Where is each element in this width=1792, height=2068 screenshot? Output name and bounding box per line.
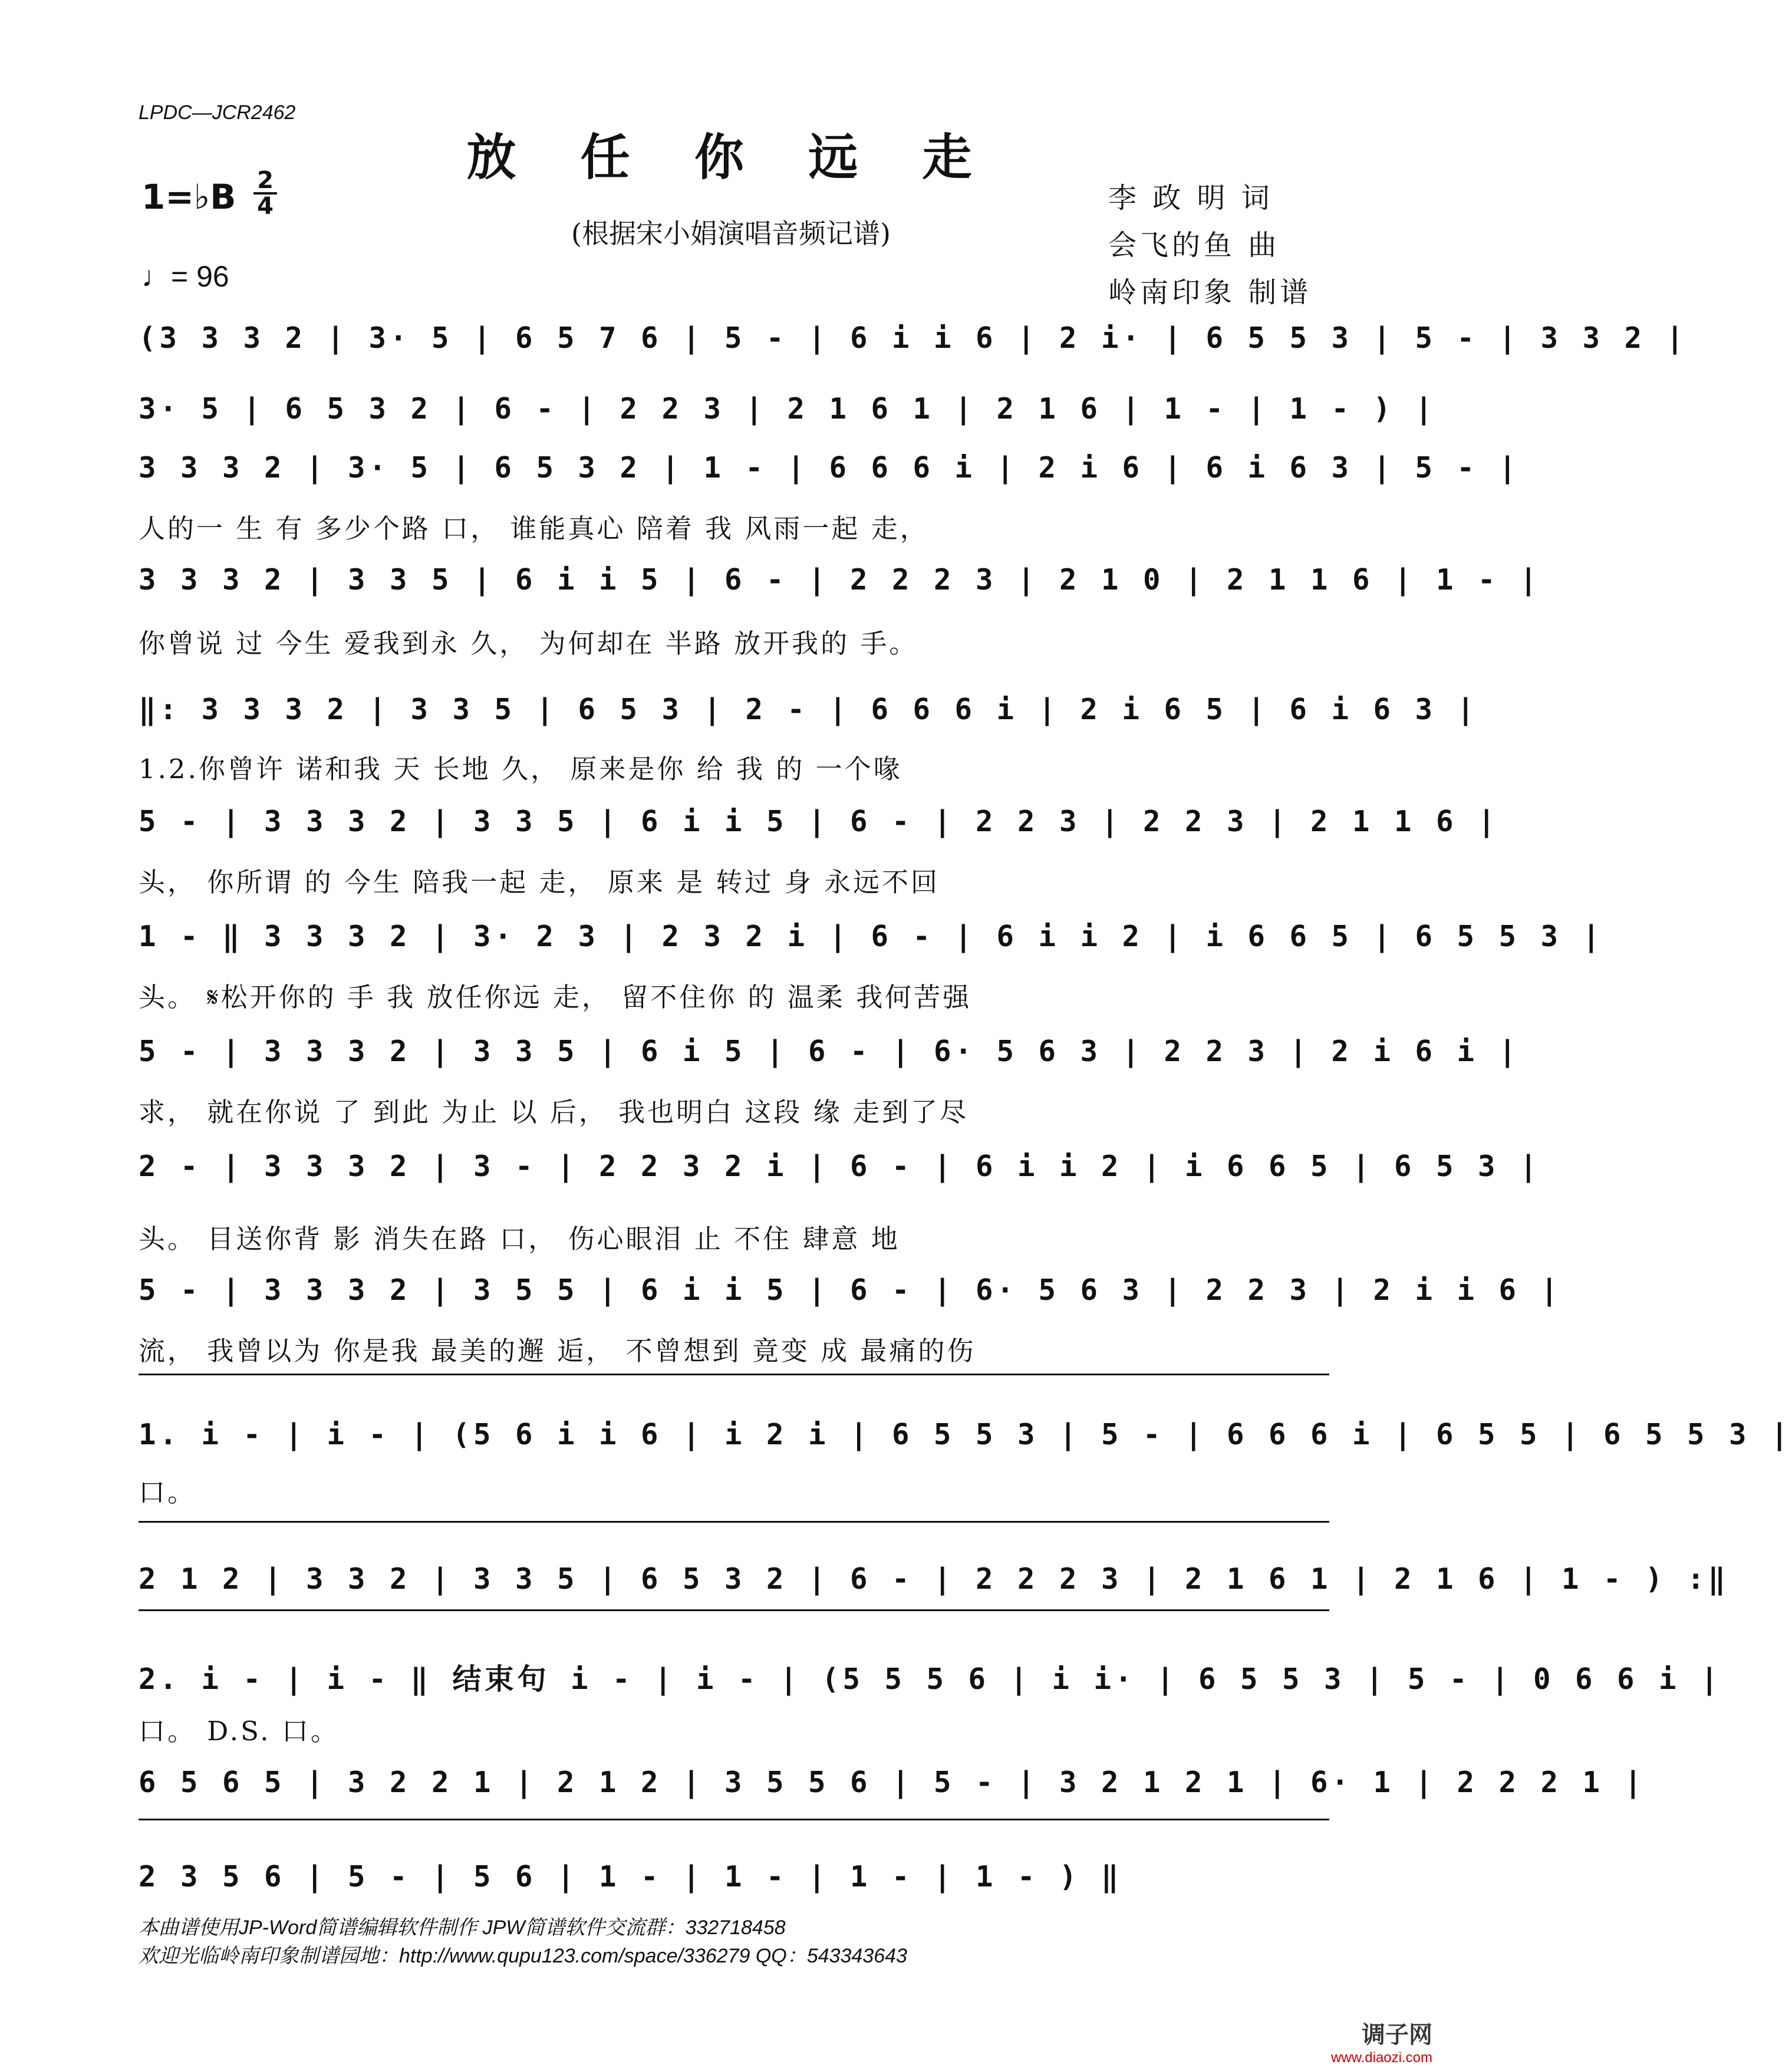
- score-line-9-lyrics: 头。 目送你背 影 消失在路 口， 伤心眼泪 止 不住 肆意 地: [139, 1223, 900, 1254]
- score-line-5-lyrics: 1.2.你曾许 诺和我 天 长地 久， 原来是你 给 我 的 一个喙: [139, 753, 902, 785]
- song-title: 放 任 你 远 走: [466, 128, 996, 186]
- watermark-site-url: www.diaozi.com: [1330, 2050, 1432, 2066]
- volta-bracket-line-2: [139, 1609, 1329, 1611]
- score-line-14-notes: 6 5 6 5 | 3 2 2 1 | 2 1 2 | 3 5 5 6 | 5 - | 3 2 1 2 1 | 6· 1 | 2 2 2 1 |: [139, 1766, 1646, 1799]
- time-signature-numerator: 2: [253, 169, 277, 195]
- footer-software: 本曲谱使用JP-Word简谱编辑软件制作 JPW简谱软件交流群：332718458: [139, 1916, 786, 1939]
- subtitle: (根据宋小娟演唱音频记谱): [571, 218, 891, 249]
- key-signature: 1=♭B: [141, 177, 236, 217]
- score-line-13-notes: 2. i - | i - ‖ 结束句 i - | i - | (5 5 5 6 | i i· | 6 5 5 3 | 5 - | 0 6 6 i |: [139, 1662, 1722, 1696]
- score-code: LPDC—JCR2462: [139, 101, 296, 124]
- score-line-15-notes: 2 3 5 6 | 5 - | 5 6 | 1 - | 1 - | 1 - | 1 - ) ‖: [139, 1860, 1122, 1894]
- score-line-3-lyrics: 人的一 生 有 多少个路 口， 谁能真心 陪着 我 风雨一起 走，: [139, 513, 929, 544]
- score-line-10-notes: 5 - | 3 3 3 2 | 3 5 5 | 6 i i 5 | 6 - | 6· 5 6 3 | 2 2 3 | 2 i i 6 |: [139, 1273, 1562, 1307]
- tempo-marking: ♩= 96: [141, 260, 229, 293]
- score-line-11-lyrics: 口。: [139, 1477, 197, 1508]
- lyricist: 李 政 明 词: [1108, 182, 1273, 215]
- separator-line: [139, 1521, 1329, 1523]
- score-line-7-notes: 1 - ‖ 3 3 3 2 | 3· 2 3 | 2 3 2 i | 6 - | 6 i i 2 | i 6 6 5 | 6 5 5 3 |: [139, 920, 1604, 953]
- score-line-6-notes: 5 - | 3 3 3 2 | 3 3 5 | 6 i i 5 | 6 - | 2 2 3 | 2 2 3 | 2 1 1 6 |: [139, 805, 1499, 838]
- score-line-10-lyrics: 流， 我曾以为 你是我 最美的邂 逅， 不曾想到 竟变 成 最痛的伤: [139, 1335, 976, 1366]
- tie-line: [139, 1819, 1329, 1820]
- composer: 会飞的鱼 曲: [1108, 229, 1280, 262]
- score-line-9-notes: 2 - | 3 3 3 2 | 3 - | 2 2 3 2 i | 6 - | 6 i i 2 | i 6 6 5 | 6 5 3 |: [139, 1150, 1541, 1183]
- volta-bracket-line-1: [139, 1374, 1329, 1375]
- score-line-13-lyrics: 口。 D.S. 口。: [139, 1715, 340, 1747]
- score-line-4-notes: 3 3 3 2 | 3 3 5 | 6 i i 5 | 6 - | 2 2 2 3 | 2 1 0 | 2 1 1 6 | 1 - |: [139, 563, 1541, 597]
- footer-website: 欢迎光临岭南印象制谱园地：http://www.qupu123.com/space/336279 QQ：543343643: [139, 1945, 907, 1967]
- score-line-7-lyrics: 头。 𝄋松开你的 手 我 放任你远 走， 留不住你 的 温柔 我何苦强: [139, 982, 972, 1013]
- score-line-3-notes: 3 3 3 2 | 3· 5 | 6 5 3 2 | 1 - | 6 6 6 i | 2 i 6 | 6 i 6 3 | 5 - |: [139, 451, 1520, 485]
- watermark-site-name: 调子网: [1362, 2022, 1432, 2048]
- score-line-11-notes: 1. i - | i - | (5 6 i i 6 | i 2 i | 6 5 5 3 | 5 - | 6 6 6 i | 6 5 5 | 6 5 5 3 |: [139, 1418, 1792, 1451]
- score-line-5-notes: ‖: 3 3 3 2 | 3 3 5 | 6 5 3 | 2 - | 6 6 6 i | 2 i 6 5 | 6 i 6 3 |: [139, 693, 1478, 726]
- time-signature: [253, 169, 277, 218]
- credits: [1108, 174, 1312, 316]
- score-line-1-notes: (3 3 3 2 | 3· 5 | 6 5 7 6 | 5 - | 6 i i 6 | 2 i· | 6 5 5 3 | 5 - | 3 3 2 |: [139, 321, 1688, 355]
- score-line-2-notes: 3· 5 | 6 5 3 2 | 6 - | 2 2 3 | 2 1 6 1 | 2 1 6 | 1 - | 1 - ) |: [139, 392, 1437, 426]
- watermark: [1331, 2016, 1432, 2066]
- score-line-6-lyrics: 头， 你所谓 的 今生 陪我一起 走， 原来 是 转过 身 永远不回: [139, 867, 940, 898]
- score-line-8-lyrics: 求， 就在你说 了 到此 为止 以 后， 我也明白 这段 缘 走到了尽: [139, 1096, 969, 1128]
- score-line-12-notes: 2 1 2 | 3 3 2 | 3 3 5 | 6 5 3 2 | 6 - | 2 2 2 3 | 2 1 6 1 | 2 1 6 | 1 - ) :‖: [139, 1562, 1730, 1596]
- time-signature-denominator: 4: [257, 193, 274, 220]
- score-line-8-notes: 5 - | 3 3 3 2 | 3 3 5 | 6 i 5 | 6 - | 6· 5 6 3 | 2 2 3 | 2 i 6 i |: [139, 1035, 1520, 1068]
- score-line-4-lyrics: 你曾说 过 今生 爱我到永 久， 为何却在 半路 放开我的 手。: [139, 628, 918, 659]
- arranger: 岭南印象 制谱: [1108, 276, 1312, 309]
